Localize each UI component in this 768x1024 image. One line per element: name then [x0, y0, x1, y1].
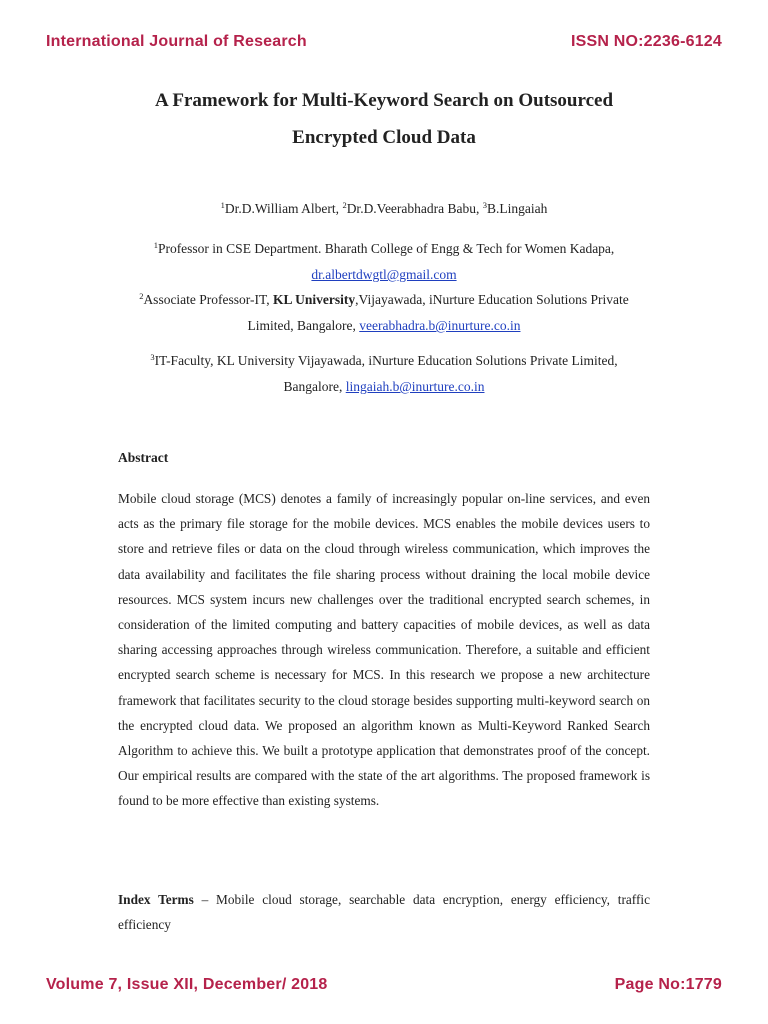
volume-issue: Volume 7, Issue XII, December/ 2018: [46, 976, 328, 993]
affiliation-1: [90, 236, 678, 288]
affiliation-3-superscript: 3: [150, 352, 155, 362]
index-terms-text: Mobile cloud storage, searchable data encryption, energy efficiency, traffic efficiency: [118, 892, 650, 932]
affiliation-3-email-link[interactable]: lingaiah.b@inurture.co.in: [345, 379, 485, 394]
page-header: [46, 33, 722, 51]
author-1-superscript: 1: [220, 200, 225, 210]
page-number: Page No:1779: [614, 976, 722, 993]
issn-number: ISSN NO:2236-6124: [570, 33, 722, 50]
author-1: Dr.D.William Albert,: [224, 201, 343, 216]
index-terms-label: Index Terms: [118, 892, 194, 907]
index-terms-separator: –: [193, 892, 217, 907]
affiliation-1-email-link[interactable]: dr.albertdwgtl@gmail.com: [311, 267, 457, 282]
abstract-body: Mobile cloud storage (MCS) denotes a family of increasingly popular on-line services, and even acts as the primary file storage for the mobile devices. MCS enables the mobile devices users to store and retrieve files or data on the cloud through wireless communication, which improves the data availability and facilitates the file sharing process without draining the local mobile device resources. MCS system incurs new challenges over the traditional encrypted search schemes, in consideration of the limited computing and battery capacities of mobile devices, as well as data sharing accessing approaches through wireless communication. Therefore, a suitable and efficient encrypted search scheme is necessary for MCS. In this research we propose a new architecture framework that facilitates security to the cloud storage besides supporting multi-keyword search on the encrypted cloud data. We proposed an algorithm known as Multi-Keyword Ranked Search Algorithm to achieve this. We built a prototype application that demonstrates proof of the concept. Our empirical results are compared with the state of the art algorithms. The proposed framework is found to be more effective than existing systems.: [118, 491, 650, 809]
index-terms: [118, 887, 650, 937]
journal-name: International Journal of Research: [46, 33, 307, 50]
affiliation-3-text: IT-Faculty, KL University Vijayawada, iNurture Education Solutions Private Limited,: [154, 353, 618, 368]
abstract-heading: Abstract: [118, 450, 169, 465]
affiliation-1-text: Professor in CSE Department. Bharath College of Engg & Tech for Women Kadapa,: [157, 241, 615, 256]
affiliation-3: [80, 348, 688, 400]
affiliation-3-line-2: Bangalore,: [283, 379, 346, 394]
author-3: B.Lingaiah: [487, 201, 548, 216]
author-list: [90, 200, 678, 218]
affiliation-2-text-post: ,Vijayawada, iNurture Education Solutions Private: [355, 292, 629, 307]
author-2-superscript: 2: [342, 200, 347, 210]
paper-title-line-1: A Framework for Multi-Keyword Search on Outsourced: [154, 90, 614, 111]
affiliation-2-text-pre: Associate Professor-IT,: [143, 292, 274, 307]
affiliation-1-superscript: 1: [153, 240, 158, 250]
author-2: Dr.D.Veerabhadra Babu,: [346, 201, 483, 216]
paper-title-line-2: Encrypted Cloud Data: [292, 127, 476, 148]
affiliation-2-email-link[interactable]: veerabhadra.b@inurture.co.in: [359, 318, 521, 333]
affiliation-2-university: KL University: [273, 292, 356, 307]
affiliation-2-superscript: 2: [139, 291, 144, 301]
affiliation-2-line-2: Limited, Bangalore,: [247, 318, 360, 333]
author-3-superscript: 3: [482, 200, 488, 210]
affiliation-2: [70, 287, 698, 339]
page-footer: [46, 976, 722, 994]
